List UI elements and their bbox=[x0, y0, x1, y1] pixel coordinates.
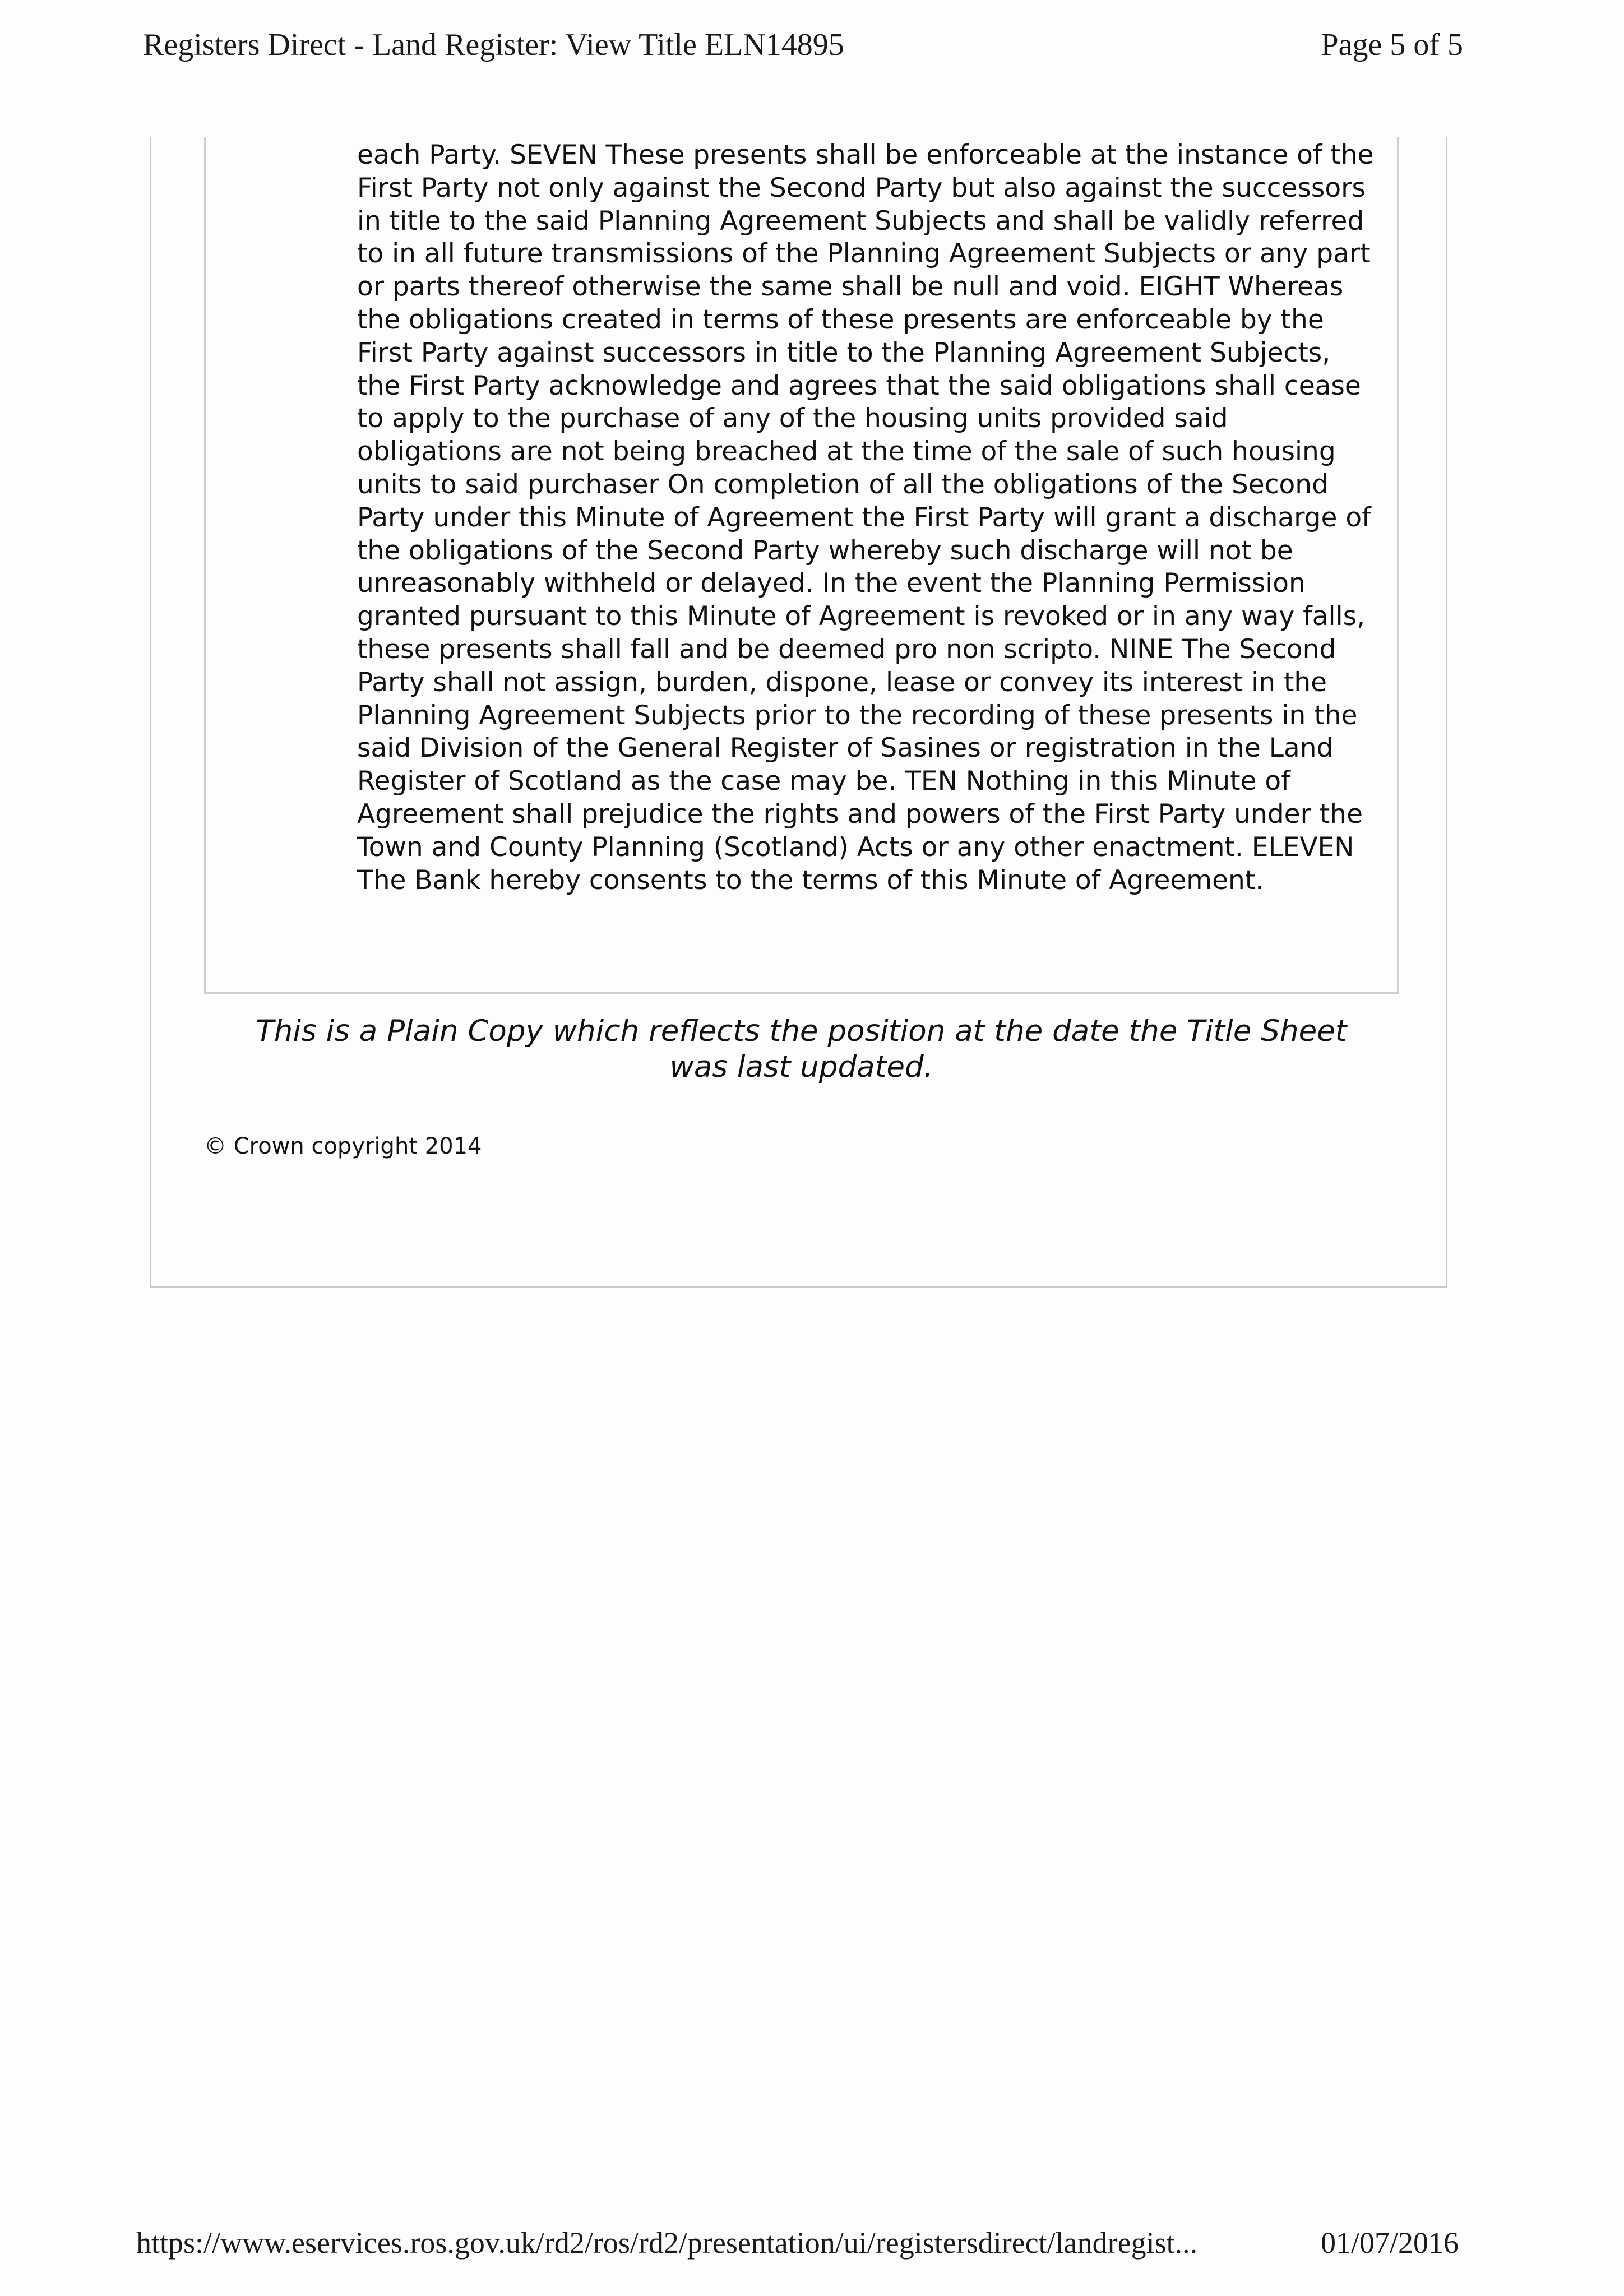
entry-paragraph: each Party. SEVEN These presents shall be enforceable at the instance of the First Party not only against the Second Party but also against the successors in title to the said Planning Agreement Subjects and shall be validly referred to in all future transmissions of the Planning Agreement Subjects or any part or parts thereof otherwise the same shall be null and void. EIGHT Whereas the obligations created in terms of these presents are enforceable by the First Party against successors in title to the Planning Agreement Subjects, the First Party acknowledge and agrees that the said obligations shall cease to apply to the purchase of any of the housing units provided said obligations are not being breached at the time of the sale of such housing units to said purchaser On completion of all the obligations of the Second Party under this Minute of Agreement the First Party will grant a discharge of the obligations of the Second Party whereby such discharge will not be unreasonably withheld or delayed. In the event the Planning Permission granted pursuant to this Minute of Agreement is revoked or in any way falls, these presents shall fall and be deemed pro non scripto. NINE The Second Party shall not assign, burden, dispone, lease or convey its interest in the Planning Agreement Subjects prior to the recording of these presents in the said Division of the General Register of Sasines or registration in the Land Register of Scotland as the case may be. TEN Nothing in this Minute of Agreement shall prejudice the rights and powers of the First Party under the Town and County Planning (Scotland) Acts or any other enactment. ELEVEN The Bank hereby consents to the terms of this Minute of Agreement. bbox=[357, 140, 1374, 896]
page-number: Page 5 of 5 bbox=[1321, 27, 1463, 62]
print-footer-url: https://www.eservices.ros.gov.uk/rd2/ros/rd2/presentation/ui/registersdirect/landregist... bbox=[136, 2226, 1198, 2260]
copyright-notice: © Crown copyright 2014 bbox=[204, 1133, 482, 1159]
plain-copy-notice-text: This is a Plain Copy which reflects the position at the date the Title Sheet was last updated. bbox=[256, 1014, 1347, 1084]
plain-copy-notice bbox=[204, 1013, 1399, 1085]
burdens-entry-text bbox=[357, 139, 1377, 897]
print-footer-date: 01/07/2016 bbox=[1320, 2226, 1459, 2260]
print-header-title: Registers Direct - Land Register: View Title ELN14895 bbox=[143, 27, 844, 62]
